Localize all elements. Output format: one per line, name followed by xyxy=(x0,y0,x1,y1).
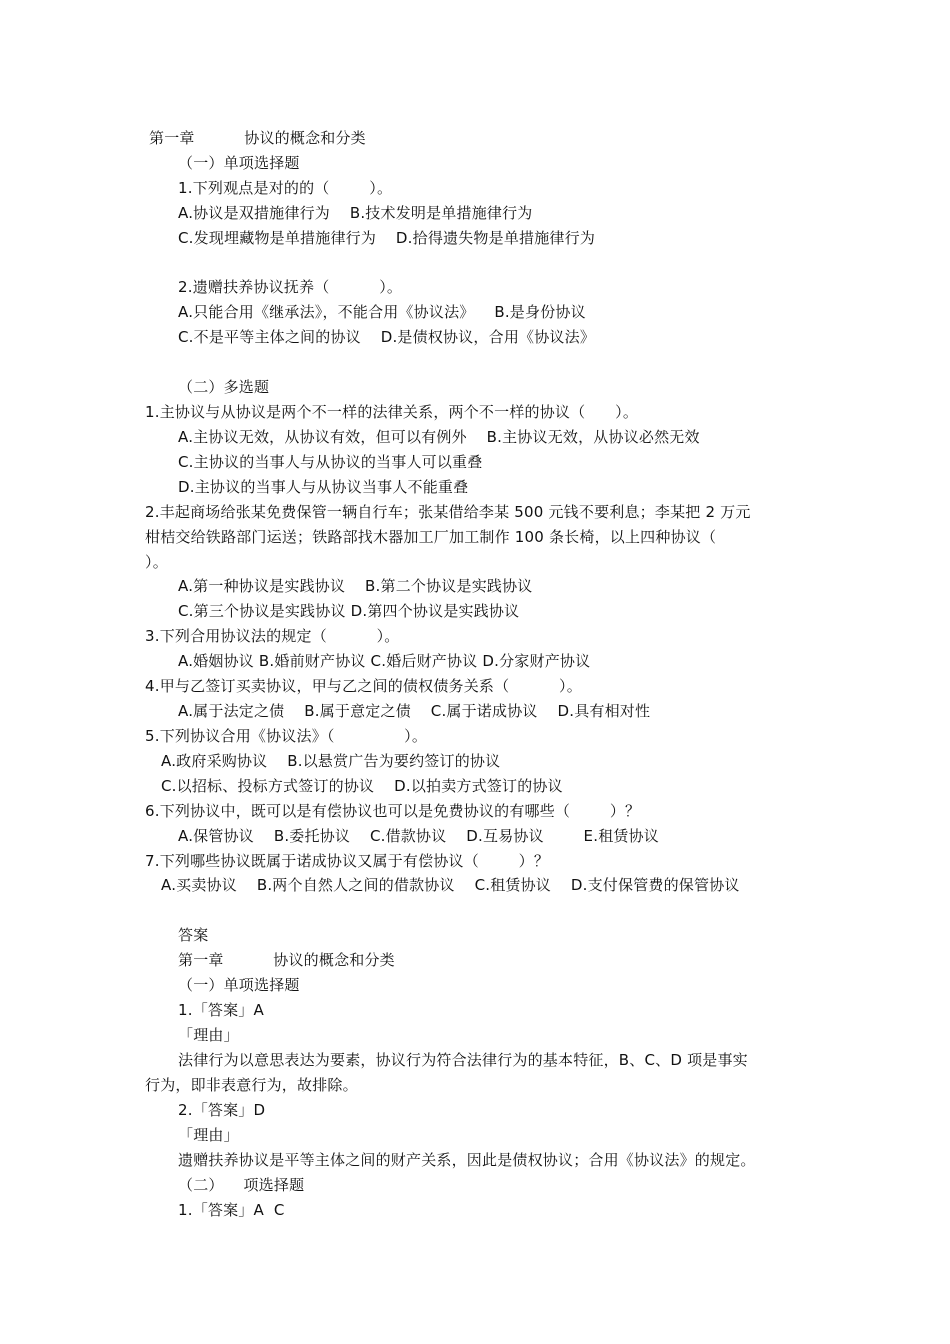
question-text: 1.主协议与从协议是两个不一样的法律关系，两个不一样的协议（ ）。 xyxy=(145,403,639,421)
answer-item: 2.「答案」D xyxy=(178,1101,266,1119)
question-options: A.买卖协议 B.两个自然人之间的借款协议 C.租赁协议 D.支付保管费的保管协议 xyxy=(161,876,740,894)
question-text: ）。 xyxy=(145,553,168,571)
section-heading-multi-choice: （二）多选题 xyxy=(178,378,270,396)
question-text: 1.下列观点是对的的（ ）。 xyxy=(178,179,393,197)
question-options: C.第三个协议是实践协议 D.第四个协议是实践协议 xyxy=(178,602,520,620)
answers-section-heading: （一）单项选择题 xyxy=(178,976,300,994)
reason-label: 「理由」 xyxy=(178,1126,239,1144)
question-options: C.不是平等主体之间的协议 D.是债权协议，合用《协议法》 xyxy=(178,328,596,346)
reason-text: 行为，即非表意行为，故排除。 xyxy=(145,1076,358,1094)
question-options: C.以招标、投标方式签订的协议 D.以拍卖方式签订的协议 xyxy=(161,777,563,795)
question-options: A.第一种协议是实践协议 B.第二个协议是实践协议 xyxy=(178,577,533,595)
answers-chapter-title: 第一章 协议的概念和分类 xyxy=(178,951,395,969)
question-options: D.主协议的当事人与从协议当事人不能重叠 xyxy=(178,478,469,496)
question-text: 7.下列哪些协议既属于诺成协议又属于有偿协议（ ）？ xyxy=(145,852,550,870)
question-options: A.政府采购协议 B.以悬赏广告为要约签订的协议 xyxy=(161,752,501,770)
question-options: A.主协议无效，从协议有效，但可以有例外 B.主协议无效，从协议必然无效 xyxy=(178,428,700,446)
answer-item: 1.「答案」A C xyxy=(178,1201,285,1219)
answers-section-heading: （二） 项选择题 xyxy=(178,1176,305,1194)
question-text: 5.下列协议合用《协议法》（ ）。 xyxy=(145,727,428,745)
question-options: C.发现埋藏物是单措施律行为 D.拾得遗失物是单措施律行为 xyxy=(178,229,596,247)
reason-text: 遗赠扶养协议是平等主体之间的财产关系，因此是债权协议；合用《协议法》的规定。 xyxy=(178,1151,756,1169)
question-text: 2.丰起商场给张某免费保管一辆自行车；张某借给李某 500 元钱不要利息；李某把 2 万元 xyxy=(145,503,751,521)
question-options: A.协议是双措施律行为 B.技术发明是单措施律行为 xyxy=(178,204,533,222)
chapter-title: 第一章 协议的概念和分类 xyxy=(149,129,366,147)
reason-label: 「理由」 xyxy=(178,1026,239,1044)
question-options: A.保管协议 B.委托协议 C.借款协议 D.互易协议 E.租赁协议 xyxy=(178,827,659,845)
question-text: 柑桔交给铁路部门运送；铁路部找木器加工厂加工制作 100 条长椅，以上四种协议（ xyxy=(145,528,717,546)
question-options: C.主协议的当事人与从协议的当事人可以重叠 xyxy=(178,453,483,471)
question-options: A.只能合用《继承法》，不能合用《协议法》 B.是身份协议 xyxy=(178,303,586,321)
reason-text: 法律行为以意思表达为要素，协议行为符合法律行为的基本特征，B、C、D 项是事实 xyxy=(178,1051,748,1069)
question-text: 2.遗赠扶养协议抚养（ ）。 xyxy=(178,278,403,296)
answers-heading: 答案 xyxy=(178,926,209,944)
question-text: 6.下列协议中，既可以是有偿协议也可以是免费协议的有哪些（ ）？ xyxy=(145,802,641,820)
question-text: 3.下列合用协议法的规定（ ）。 xyxy=(145,627,400,645)
question-text: 4.甲与乙签订买卖协议，甲与乙之间的债权债务关系（ ）。 xyxy=(145,677,582,695)
question-options: A.婚姻协议 B.婚前财产协议 C.婚后财产协议 D.分家财产协议 xyxy=(178,652,591,670)
answer-item: 1.「答案」A xyxy=(178,1001,264,1019)
question-options: A.属于法定之债 B.属于意定之债 C.属于诺成协议 D.具有相对性 xyxy=(178,702,651,720)
section-heading-single-choice: （一）单项选择题 xyxy=(178,154,300,172)
